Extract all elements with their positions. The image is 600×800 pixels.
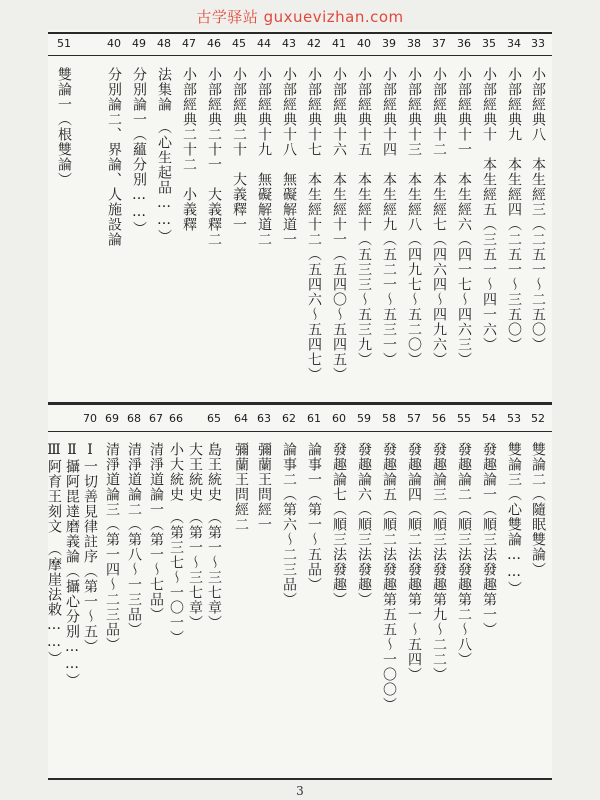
catalog-entry — [177, 33, 201, 232]
catalog-entry — [122, 408, 146, 637]
volume-title: 分別論二、界論、人施設論 — [106, 67, 122, 247]
catalog-entry — [502, 33, 526, 352]
volume-number: 40 — [357, 37, 371, 50]
volume-title: 小部經典二十 大義釋一 — [231, 67, 247, 232]
catalog-entry — [127, 33, 151, 236]
catalog-entry — [452, 33, 476, 367]
volume-title: 分別論一（蘊分別……） — [131, 67, 147, 236]
volume-number: 68 — [127, 412, 141, 425]
volume-number: 35 — [482, 37, 496, 50]
volume-title: 發趣論七（順三法發趣） — [331, 442, 347, 607]
volume-number: 33 — [531, 37, 545, 50]
catalog-entry — [202, 33, 226, 247]
catalog-entry — [227, 33, 251, 232]
volume-title: 論事二（第六～二三品） — [281, 442, 297, 607]
volume-number: 69 — [105, 412, 119, 425]
volume-number: 37 — [432, 37, 446, 50]
volume-number: 62 — [282, 412, 296, 425]
volume-number: 34 — [507, 37, 521, 50]
volume-title: Ⅱ攝阿毘達磨義論（攝心分別……） — [64, 442, 80, 688]
volume-number: 56 — [432, 412, 446, 425]
catalog-entry — [302, 33, 326, 382]
catalog-entry — [42, 408, 66, 666]
volume-number: 61 — [307, 412, 321, 425]
volume-number: 63 — [257, 412, 271, 425]
volume-title: Ⅲ阿育王刻文 （摩崖法敕……） — [46, 442, 62, 666]
volume-title: 小部經典十一 本生經六（四一七～四六三） — [456, 67, 472, 367]
volume-number: 51 — [57, 37, 71, 50]
catalog-entry — [327, 33, 351, 382]
volume-title: 彌蘭王問經二 — [233, 442, 249, 532]
volume-number: 64 — [234, 412, 248, 425]
volume-title: Ⅰ一切善見律註序（第一～五） — [82, 442, 98, 654]
catalog-entry — [277, 408, 301, 607]
catalog-entry — [52, 33, 76, 187]
volume-title: 發趣論六（順三法發趣） — [356, 442, 372, 607]
volume-title: 發趣論二（順三法發趣第二～八） — [456, 442, 472, 667]
volume-title: 小部經典十四 本生經九（五二一～五三一） — [381, 67, 397, 367]
volume-number: 36 — [457, 37, 471, 50]
volume-number: 42 — [307, 37, 321, 50]
volume-number: 48 — [157, 37, 171, 50]
catalog-entry — [526, 408, 550, 577]
volume-title: 法集論 （心生起品……） — [156, 67, 172, 244]
volume-title: 島王統史 （第一～三七章） — [206, 442, 222, 630]
catalog-entry — [477, 33, 501, 352]
volume-title: 小部經典二十一 大義釋二 — [206, 67, 222, 247]
volume-title: 小部經典十 本生經五（三五一～四一六） — [481, 67, 497, 352]
bottom-rule — [48, 778, 552, 780]
catalog-entry — [327, 408, 351, 607]
volume-title: 雙論一（根雙論） — [56, 67, 72, 187]
volume-title: 發趣論一（順三法發趣第一） — [481, 442, 497, 637]
volume-number: 44 — [257, 37, 271, 50]
page-number: 3 — [296, 784, 304, 798]
volume-number: 39 — [382, 37, 396, 50]
catalog-entry — [352, 33, 376, 367]
volume-title: 雙論二（隨眠雙論） — [530, 442, 546, 577]
volume-number: 46 — [207, 37, 221, 50]
catalog-entry — [502, 408, 526, 596]
volume-number: 57 — [407, 412, 421, 425]
catalog-entry — [452, 408, 476, 667]
volume-number: 54 — [482, 412, 496, 425]
catalog-entry — [252, 33, 276, 247]
volume-title: 小部經典二十二 小義釋 — [181, 67, 197, 232]
volume-number: 66 — [169, 412, 183, 425]
catalog-entry — [352, 408, 376, 607]
volume-number: 52 — [531, 412, 545, 425]
volume-number: 47 — [182, 37, 196, 50]
volume-title: 小大統史 （第三七～一〇一） — [168, 442, 184, 645]
volume-title: 小部經典十七 本生經十二（五四六～五四七） — [306, 67, 322, 382]
catalog-entry — [526, 33, 550, 352]
volume-title: 小部經典十九 無礙解道二 — [256, 67, 272, 247]
watermark: 古学驿站 guxuevizhan.com — [196, 8, 404, 26]
lower-section — [46, 408, 550, 776]
catalog-entry — [377, 408, 401, 712]
volume-title: 發趣論四（順二法發趣第一～五四） — [406, 442, 422, 682]
volume-number: 58 — [382, 412, 396, 425]
volume-number: 40 — [107, 37, 121, 50]
volume-number: 70 — [83, 412, 97, 425]
volume-title: 小部經典十五 本生經十（五三三～五三九） — [356, 67, 372, 367]
volume-number: 38 — [407, 37, 421, 50]
volume-number: 55 — [457, 412, 471, 425]
volume-title: 小部經典十二 本生經七（四六四～四九六） — [431, 67, 447, 367]
volume-title: 小部經典九 本生經四（二五一～三五〇） — [506, 67, 522, 352]
catalog-entry — [100, 408, 124, 652]
volume-title: 彌蘭王問經一 — [256, 442, 272, 532]
catalog-entry — [144, 408, 168, 622]
volume-number: 45 — [232, 37, 246, 50]
volume-number: 41 — [332, 37, 346, 50]
volume-number: 49 — [132, 37, 146, 50]
volume-title: 小部經典八 本生經三（二五一～二五〇） — [530, 67, 546, 352]
catalog-entry — [402, 33, 426, 367]
volume-title: 小部經典十八 無礙解道一 — [281, 67, 297, 247]
volume-number: 53 — [507, 412, 521, 425]
volume-title: 發趣論三（順三法發趣第九～二二） — [431, 442, 447, 682]
volume-title: 小部經典十六 本生經十一（五四〇～五四五） — [331, 67, 347, 382]
catalog-entry — [229, 408, 253, 532]
volume-number: 67 — [149, 412, 163, 425]
volume-title: 論事一（第一～五品） — [306, 442, 322, 592]
catalog-entry — [102, 33, 126, 247]
catalog-entry — [152, 33, 176, 244]
volume-title: 清淨道論一（第一～七品） — [148, 442, 164, 622]
upper-section — [50, 33, 550, 401]
volume-title: 雙論三（心雙論……） — [506, 442, 522, 596]
catalog-entry — [427, 408, 451, 682]
volume-number: 60 — [332, 412, 346, 425]
volume-title: 小部經典十三 本生經八（四九七～五二〇） — [406, 67, 422, 367]
volume-number: 65 — [207, 412, 221, 425]
volume-number: 59 — [357, 412, 371, 425]
catalog-entry — [477, 408, 501, 637]
volume-title: 發趣論五（順二法發趣第五五～一〇〇） — [381, 442, 397, 712]
catalog-entry — [277, 33, 301, 247]
catalog-entry — [402, 408, 426, 682]
catalog-entry — [427, 33, 451, 367]
volume-title: 清淨道論三（第一四～二三品） — [104, 442, 120, 652]
volume-number: 43 — [282, 37, 296, 50]
catalog-entry — [302, 408, 326, 592]
section-divider-rule-inner — [48, 404, 552, 405]
volume-title: 大王統史 （第一～三七章） — [187, 442, 203, 630]
catalog-entry — [377, 33, 401, 367]
volume-title: 清淨道論二（第八～一三品） — [126, 442, 142, 637]
catalog-entry — [252, 408, 276, 532]
